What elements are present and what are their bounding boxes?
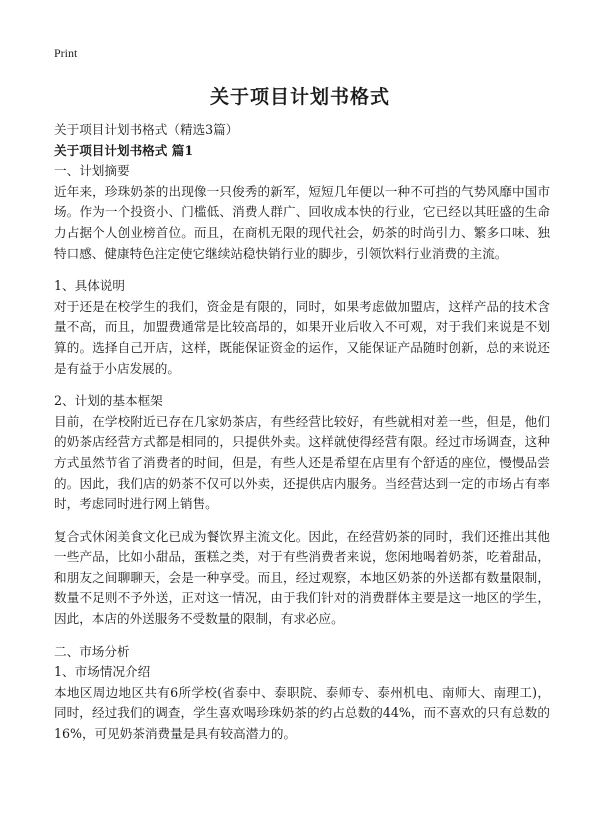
section-heading-plan-summary: 一、计划摘要 (54, 163, 130, 179)
part-heading: 关于项目计划书格式 篇1 (54, 142, 194, 158)
section-heading-market-intro: 1、市场情况介绍 (54, 664, 151, 680)
paragraph-products: 复合式休闲美食文化已成为餐饮界主流文化。因此，在经营奶茶的同时，我们还推出其他一些产品，比如小甜品，蛋糕之类，对于有些消费者来说，您闲地喝着奶茶，吃着甜品，和朋友之间聊聊天，会是一种享受。而且，经过观察，本地区奶茶的外送都有数量限制，数量不足则不予外送，正对这一情况，由于我们针对的消费群体主要是这一地区的学生，因此，本店的外送服务不受数量的限制，有求必应。 (54, 528, 550, 627)
print-link[interactable]: Print (54, 46, 78, 60)
section-heading-market-analysis: 二、市场分析 (54, 643, 130, 659)
paragraph-details: 对于还是在校学生的我们，资金是有限的，同时，如果考虑做加盟店，这样产品的技术含量不高，而且，加盟费通常是比较高昂的，如果开业后收入不可观，对于我们来说是不划算的。选择自己开店，这样，既能保证资金的运作，又能保证产品随时创新，总的来说还是有益于小店发展的。 (54, 298, 550, 376)
document-subtitle: 关于项目计划书格式（精选3篇） (54, 122, 239, 137)
paragraph-framework: 目前，在学校附近已存在几家奶茶店，有些经营比较好，有些就相对差一些，但是，他们的奶茶店经营方式都是相同的，只提供外卖。这样就使得经营有限。经过市场调查，这种方式虽然节省了消费者的时间，但是，有些人还是希望在店里有个舒适的座位，慢慢品尝的。因此，我们店的奶茶不仅可以外卖，还提供店内服务。当经营达到一定的市场占有率时，考虑同时进行网上销售。 (54, 413, 550, 512)
paragraph-intro: 近年来，珍珠奶茶的出现像一只俊秀的新军，短短几年便以一种不可挡的气势风靡中国市场。作为一个投资小、门槛低、消费人群广、回收成本快的行业，它已经以其旺盛的生命力占据个人创业榜首位。而且，在商机无限的现代社会，奶茶的时尚引力、繁多口味、独特口感、健康特色注定使它继续站稳快销行业的脚步，引领饮料行业消费的主流。 (54, 183, 550, 261)
paragraph-market-intro: 本地区周边地区共有6所学校(省泰中、泰职院、泰师专、泰州机电、南师大、南理工)，同时，经过我们的调查，学生喜欢喝珍珠奶茶的约占总数的44%，而不喜欢的只有总数的16%，可见奶茶消费量是具有较高潜力的。 (54, 684, 550, 742)
document-body (54, 120, 550, 757)
section-heading-framework: 2、计划的基本框架 (54, 393, 163, 409)
section-heading-details: 1、具体说明 (54, 278, 125, 294)
document-title: 关于项目计划书格式 (209, 86, 390, 108)
